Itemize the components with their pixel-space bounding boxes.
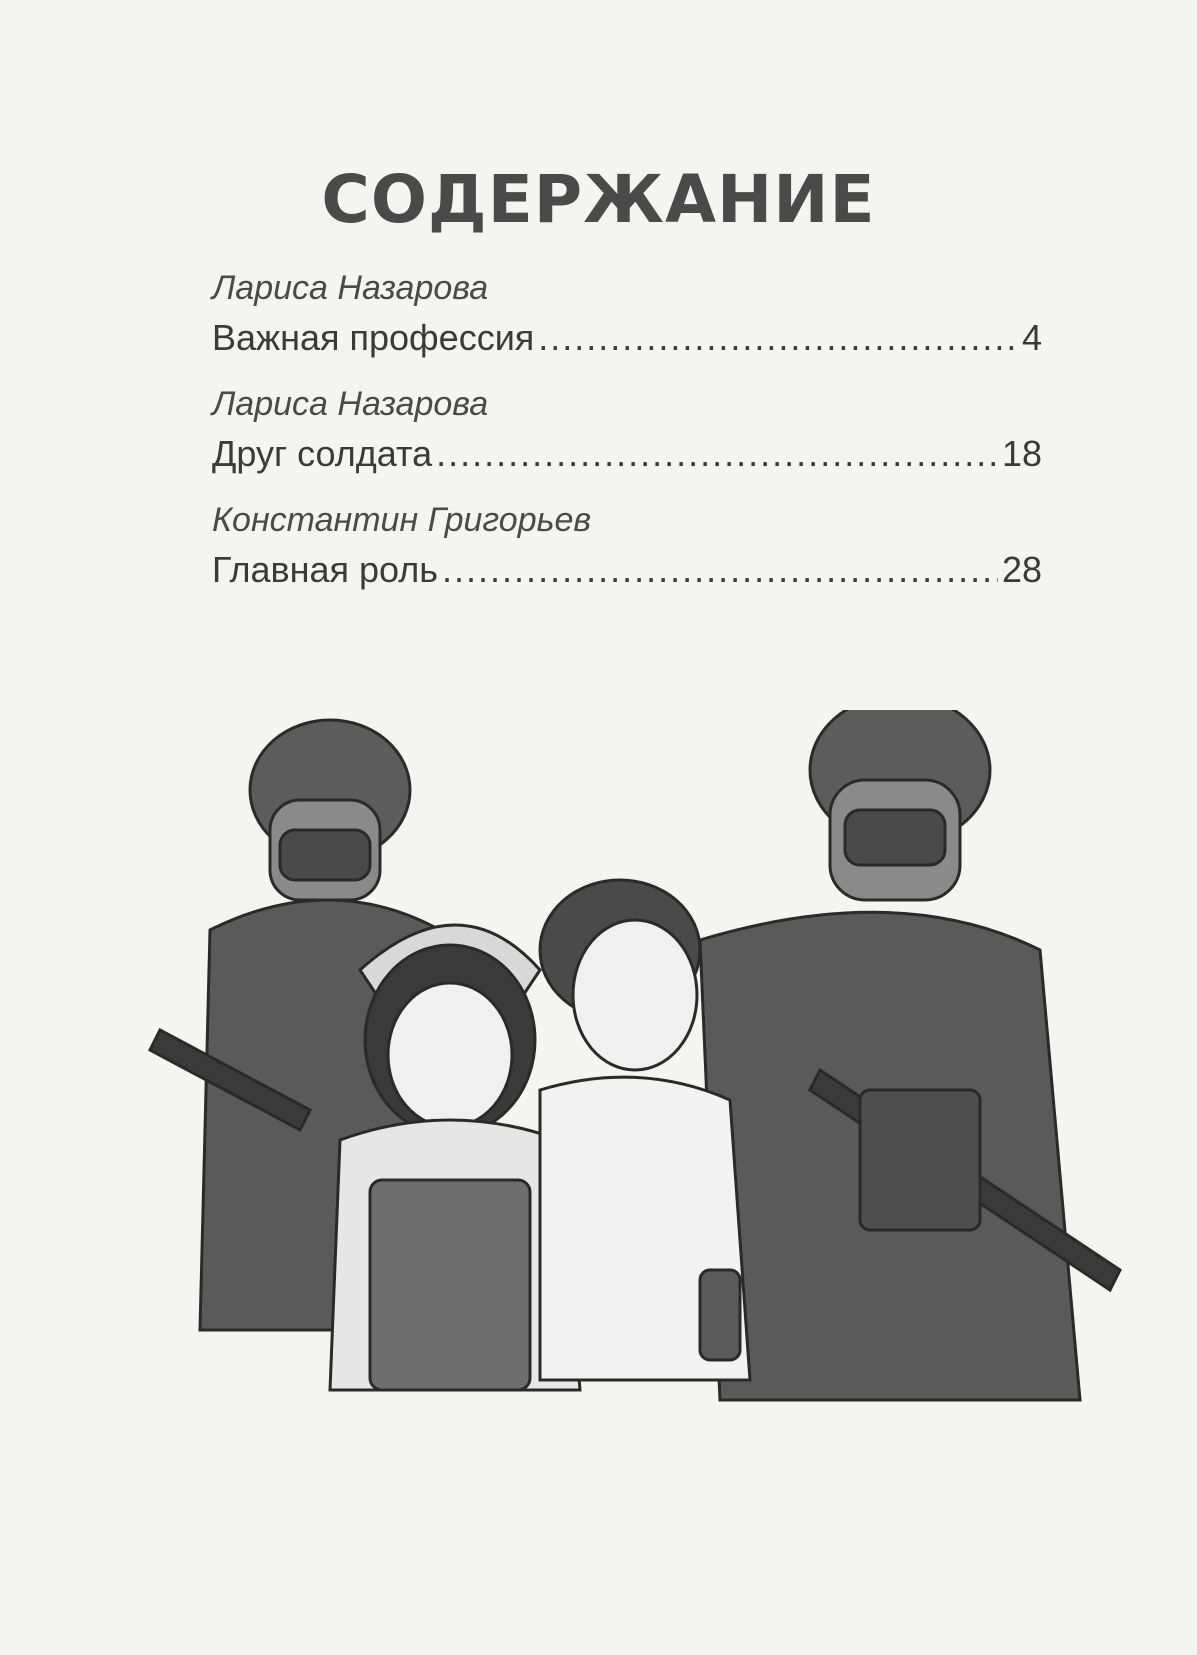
toc-entry [212, 382, 1042, 478]
toc-title: Важная профессия [212, 317, 535, 358]
toc-page-number: 28 [1001, 549, 1042, 590]
right-soldier [700, 710, 1120, 1400]
toc-entry [212, 266, 1042, 362]
toc-page-number: 4 [1021, 317, 1042, 358]
toc-leader-dots [538, 314, 1018, 362]
soldiers-and-children-illustration [140, 710, 1160, 1470]
toc-entry [212, 498, 1042, 594]
toc-title: Главная роль [212, 549, 439, 590]
toc-leader-dots [442, 546, 998, 594]
toc-title: Друг солдата [212, 433, 433, 474]
table-of-contents [212, 266, 1042, 614]
toc-author: Лариса Назарова [212, 385, 489, 423]
toc-author: Константин Григорьев [212, 501, 592, 539]
toc-leader-dots [436, 430, 998, 478]
toc-page-number: 18 [1001, 433, 1042, 474]
toc-title-line[interactable] [212, 546, 1042, 594]
page-title: СОДЕРЖАНИЕ [321, 161, 876, 238]
toc-title-line[interactable] [212, 430, 1042, 478]
toc-title-line[interactable] [212, 314, 1042, 362]
toc-author: Лариса Назарова [212, 269, 489, 307]
